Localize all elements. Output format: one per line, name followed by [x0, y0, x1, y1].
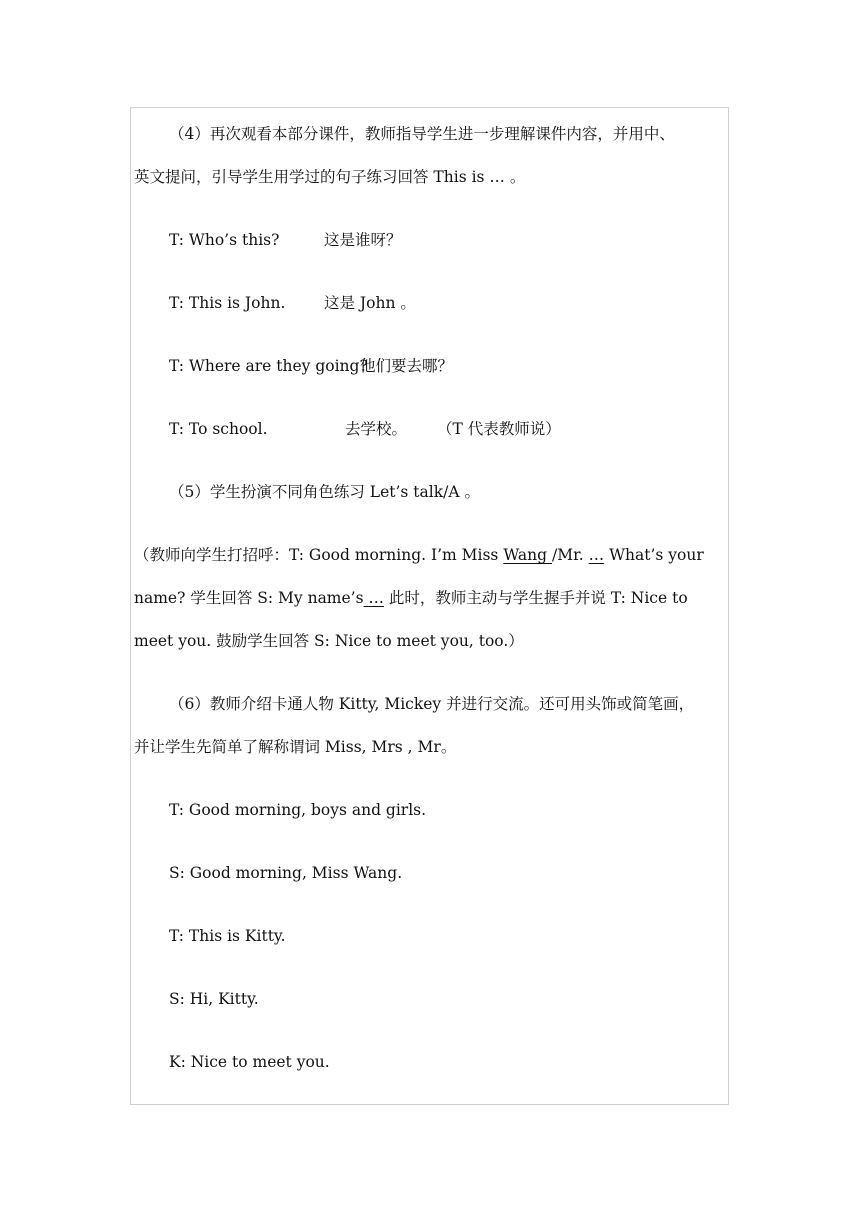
- p5-blank: …: [363, 589, 384, 607]
- dialog2-line: T: Good morning, boys and girls.: [169, 801, 427, 819]
- dialog1-row-1: [169, 293, 416, 313]
- p6-line2: 并让学生先简单了解称谓词 Miss, Mrs , Mr。: [134, 738, 457, 756]
- dialog2-line: K: Nice to meet you.: [169, 1053, 330, 1071]
- p5-title: （5）学生扮演不同角色练习 Let’s talk/A 。: [169, 483, 480, 501]
- dialog1-en: T: Who’s this?: [169, 231, 280, 249]
- p4-line2: 英文提问，引导学生用学过的句子练习回答 This is … 。: [134, 168, 526, 186]
- p5-text: 此时，教师主动与学生握手并说 T: Nice to: [384, 589, 688, 607]
- dialog1-zh: 他们要去哪？: [360, 357, 454, 375]
- dialog2-line: T: This is Kitty.: [169, 927, 286, 945]
- dialog1-zh: 这是谁呀？: [324, 231, 402, 249]
- p5-line1: [134, 545, 704, 565]
- p5-line2: [134, 588, 688, 608]
- dialog1-row-0: [169, 230, 402, 250]
- p5-line3: meet you. 鼓励学生回答 S: Nice to meet you, too.）: [134, 632, 524, 650]
- dialog1-row-2: [169, 356, 453, 376]
- dialog1-en: T: This is John.: [169, 294, 286, 312]
- dialog1-en: T: Where are they going?: [169, 357, 368, 375]
- dialog2-line: S: Good morning, Miss Wang.: [169, 864, 403, 882]
- p5-text: /Mr.: [551, 546, 589, 564]
- dialog1-note: （T 代表教师说）: [437, 420, 561, 438]
- p4-line1: （4）再次观看本部分课件，教师指导学生进一步理解课件内容，并用中、: [169, 125, 675, 143]
- dialog1-zh: 这是 John 。: [324, 294, 416, 312]
- dialog1-zh: 去学校。: [345, 420, 408, 438]
- p6-line1: （6）教师介绍卡通人物 Kitty, Mickey 并进行交流。还可用头饰或简笔画，: [169, 695, 695, 713]
- p5-text: name? 学生回答 S: My name’s: [134, 589, 364, 607]
- dialog1-en: T: To school.: [169, 420, 268, 438]
- p5-text: （教师向学生打招呼：T: Good morning. I’m Miss: [134, 546, 504, 564]
- dialog1-row-3: [169, 419, 561, 439]
- dialog2-line: S: Hi, Kitty.: [169, 990, 259, 1008]
- p5-text: What’s your: [604, 546, 704, 564]
- p5-blank: …: [588, 546, 605, 564]
- p5-name-wang: Wang: [503, 546, 552, 564]
